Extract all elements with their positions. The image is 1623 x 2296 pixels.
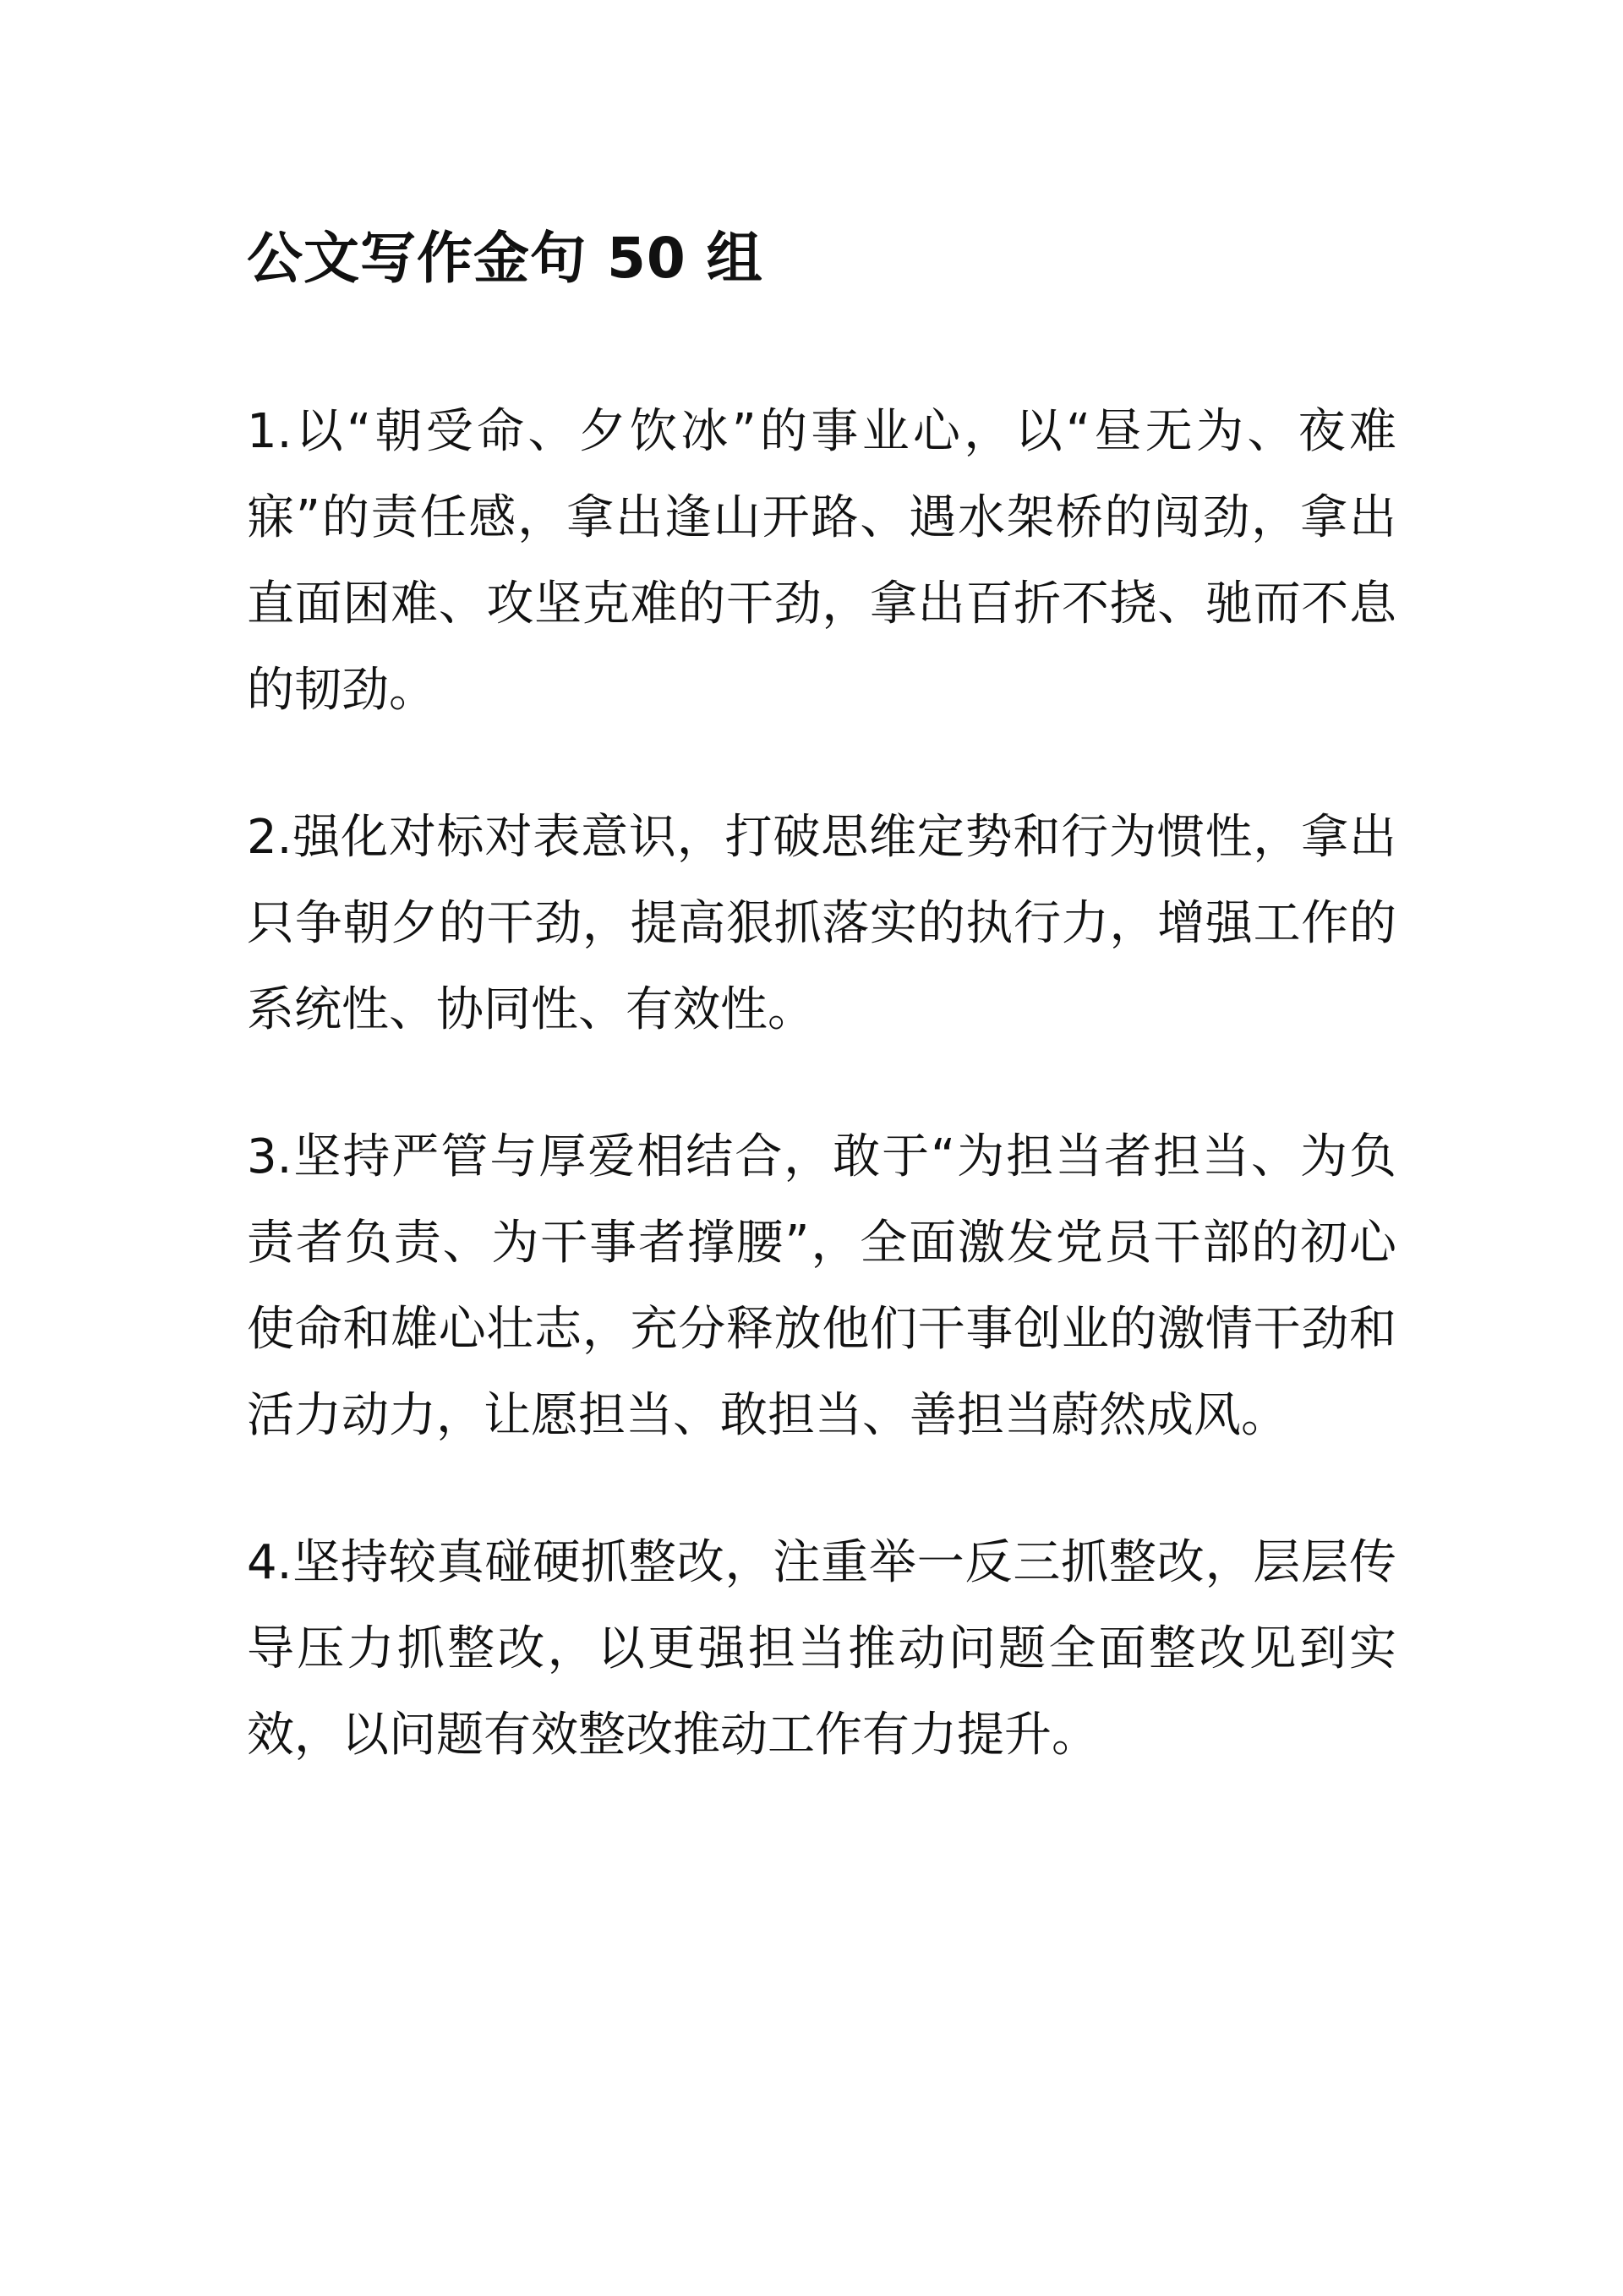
paragraph-2: 2.强化对标对表意识，打破思维定势和行为惯性，拿出只争朝夕的干劲，提高狠抓落实的执行力，增强工作的系统性、协同性、有效性。 xyxy=(247,810,1396,1037)
document-title: 公文写作金句 50 组 xyxy=(247,226,763,291)
paragraph-4: 4.坚持较真碰硬抓整改，注重举一反三抓整改，层层传导压力抓整改，以更强担当推动问题全面整改见到实效，以问题有效整改推动工作有力提升。 xyxy=(247,1535,1396,1763)
paragraph-3: 3.坚持严管与厚爱相结合，敢于“为担当者担当、为负责者负责、为干事者撑腰”，全面激发党员干部的初心使命和雄心壮志，充分释放他们干事创业的激情干劲和活力动力，让愿担当、敢担当、善担当蔚然成风。 xyxy=(247,1129,1396,1443)
document-body xyxy=(247,218,1396,1779)
paragraph-1: 1.以“朝受命、夕饮冰”的事业心，以“昼无为、夜难寐”的责任感，拿出逢山开路、遇水架桥的闯劲，拿出直面困难、攻坚克难的干劲，拿出百折不挠、驰而不息的韧劲。 xyxy=(247,404,1396,718)
